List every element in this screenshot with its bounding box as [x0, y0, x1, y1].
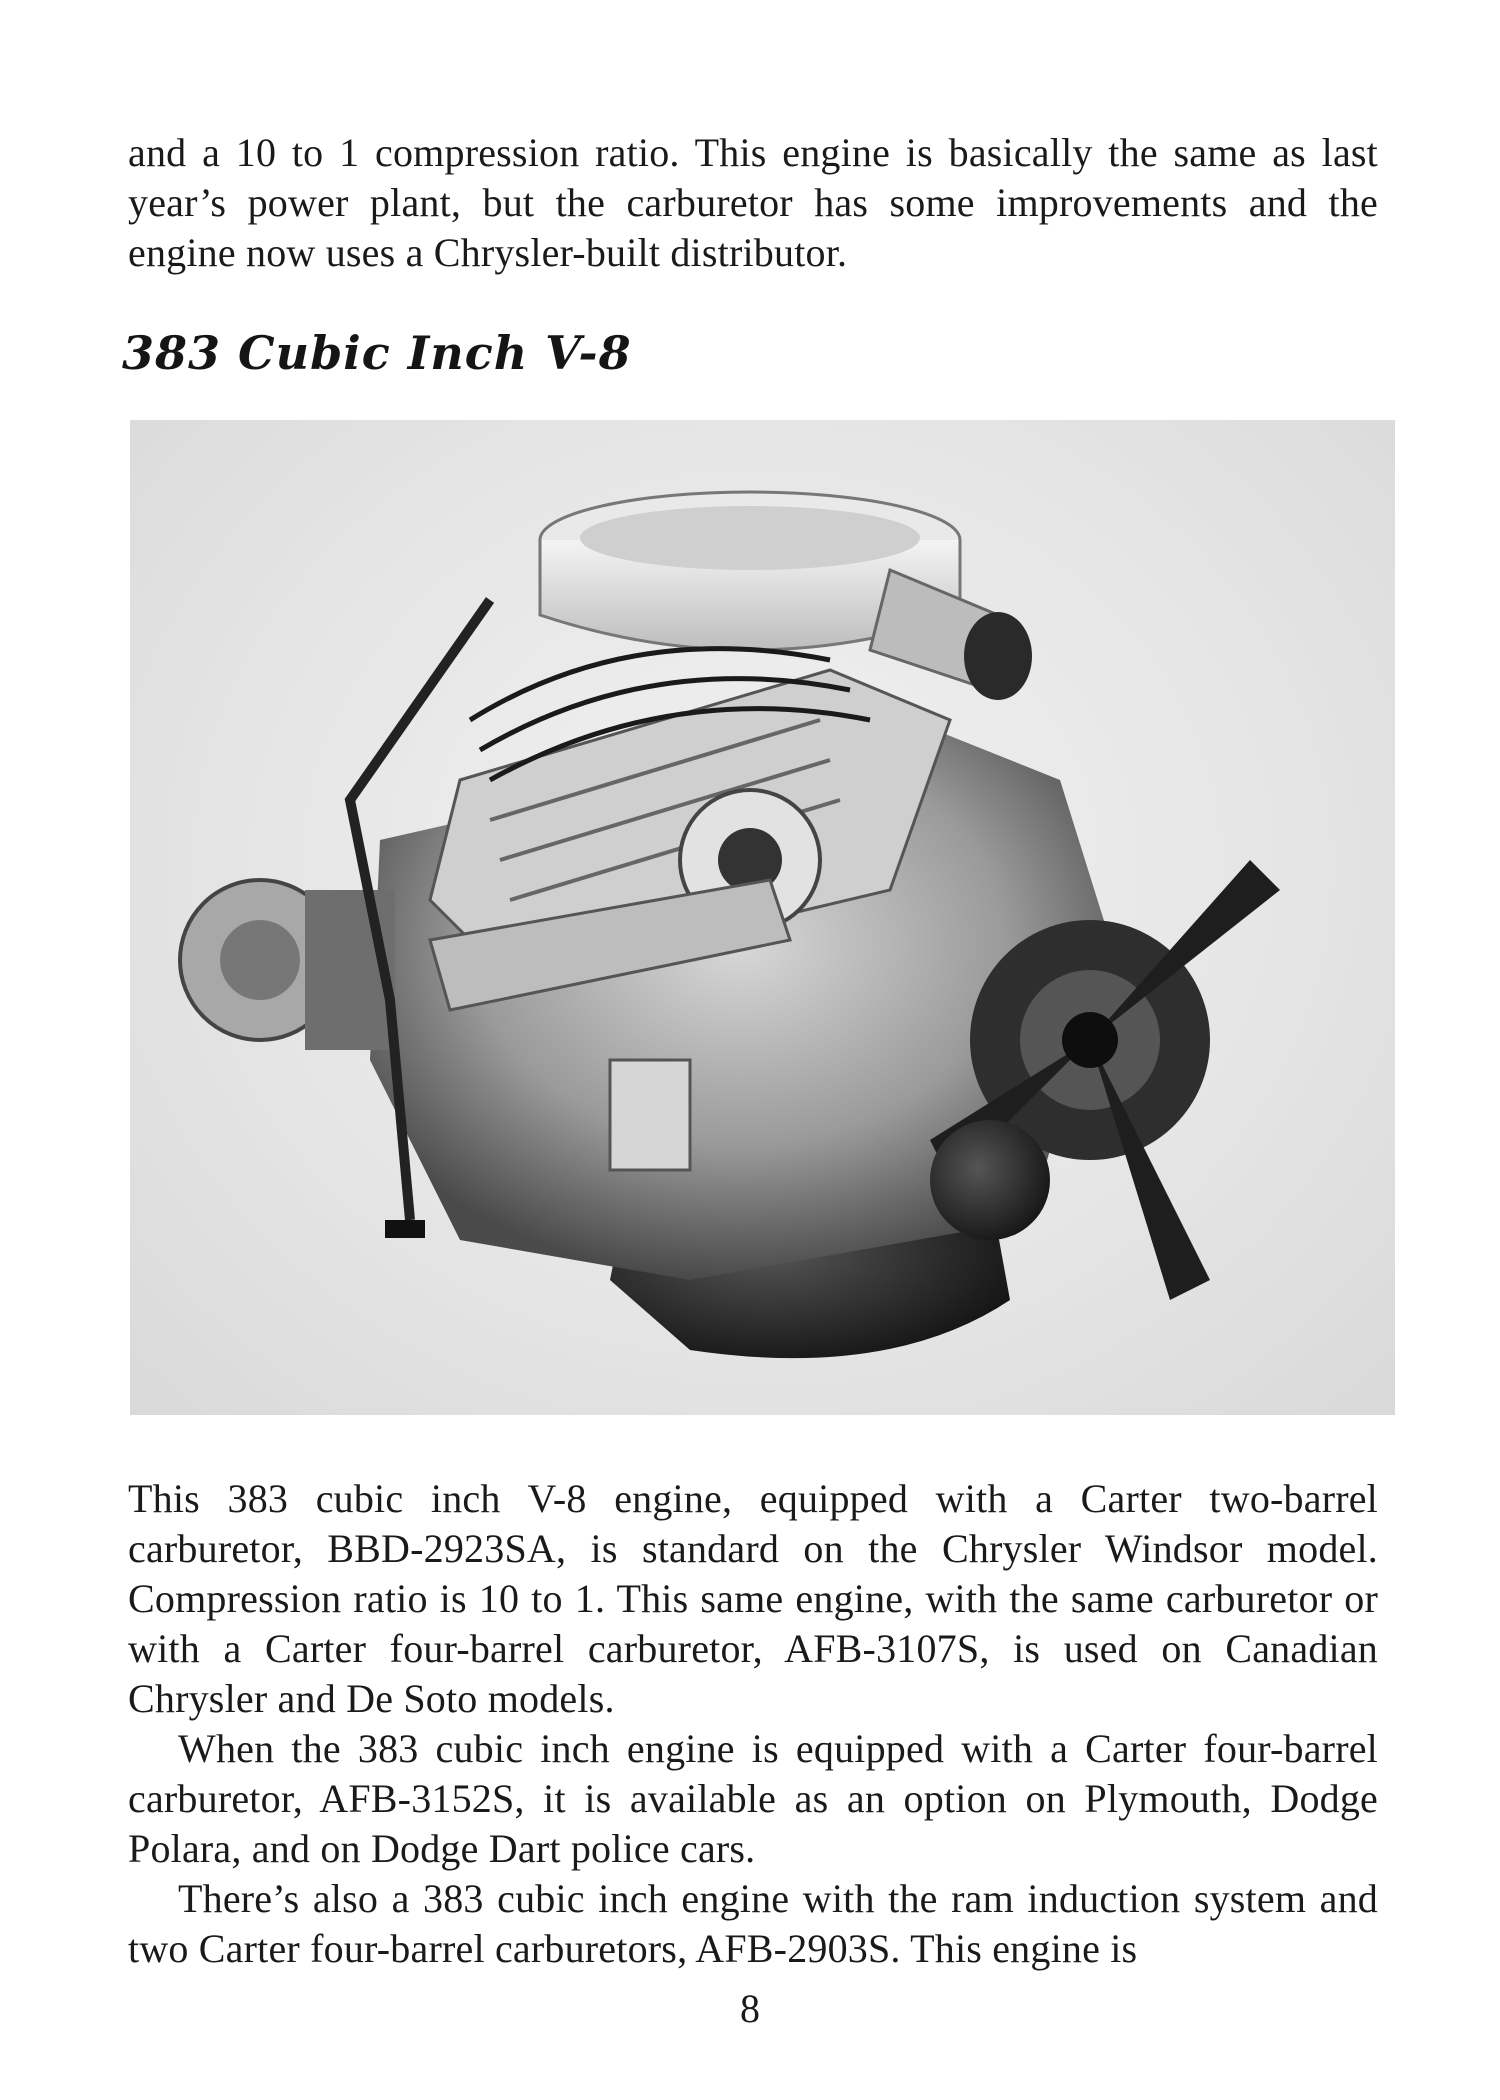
page-number: 8: [740, 1986, 760, 2031]
body-paragraph-3: There’s also a 383 cubic inch engine with the ram induction system and two Carter four-barrel carburetors, AFB-2903S. This engine is: [128, 1876, 1378, 1971]
body-paragraph-2: When the 383 cubic inch engine is equipped with a Carter four-barrel carburetor, AFB-3152S, it is available as an option on Plymouth, Dodge Polara, and on Dodge Dart police cars.: [128, 1726, 1378, 1871]
top-paragraph: and a 10 to 1 compression ratio. This engine is basically the same as last year’s power plant, but the carburetor has some improvements and the engine now uses a Chrysler-built distributor.: [128, 130, 1378, 275]
section-heading: 383 Cubic Inch V-8: [122, 326, 632, 380]
body-text-block: [128, 1474, 1378, 1974]
engine-illustration: [130, 420, 1395, 1415]
body-paragraph-1: This 383 cubic inch V-8 engine, equipped with a Carter two-barrel carburetor, BBD-2923SA, is standard on the Chrysler Windsor model. Compression ratio is 10 to 1. This same engine, with the same carburetor or with a Carter four-barrel carburetor, AFB-3107S, is used on Canadian Chrysler and De Soto models.: [128, 1476, 1378, 1721]
engine-photo: [130, 420, 1395, 1415]
top-paragraph-block: [128, 128, 1378, 278]
